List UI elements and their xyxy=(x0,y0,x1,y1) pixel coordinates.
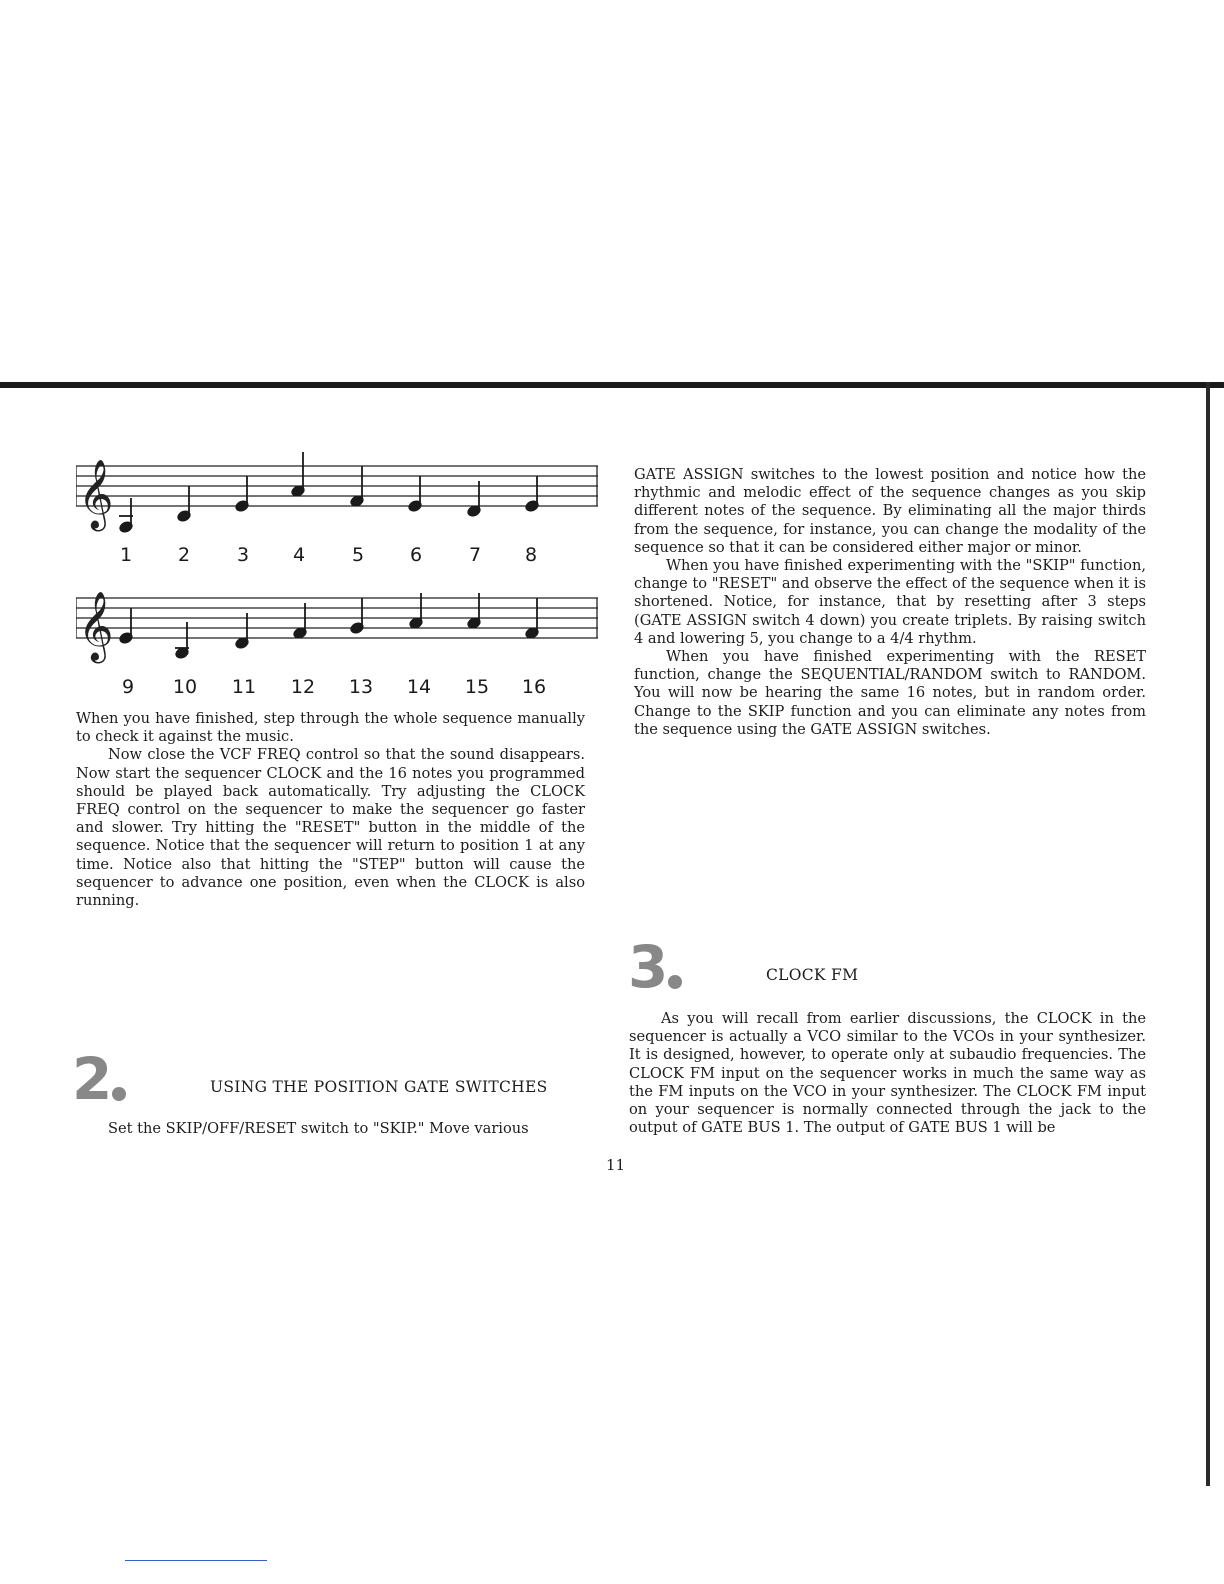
position-number: 16 xyxy=(521,676,547,698)
section-3-number xyxy=(628,933,682,1001)
position-number: 1 xyxy=(119,544,133,566)
page-number: 11 xyxy=(606,1156,626,1174)
position-number: 11 xyxy=(231,676,257,698)
position-number: 12 xyxy=(290,676,316,698)
section-2-number xyxy=(72,1045,126,1113)
section-2-body xyxy=(108,1120,588,1138)
position-number: 9 xyxy=(121,676,135,698)
paragraph: When you have finished experimenting with the RESET function, change the SEQUENTIAL/RANDOM switch to RANDOM. You will now be hearing the same 16 notes, but in random order. Change to the SKIP function and you can eliminate any notes from the sequence using the GATE ASSIGN switches. xyxy=(634,648,1146,738)
right-column xyxy=(634,466,1146,739)
position-number: 3 xyxy=(236,544,250,566)
bullet-dot-icon xyxy=(112,1087,126,1101)
treble-clef-icon: 𝄞 xyxy=(78,591,114,661)
section-number: 2 xyxy=(72,1045,111,1113)
position-number: 7 xyxy=(468,544,482,566)
bottom-rule xyxy=(125,1560,267,1561)
section-number: 3 xyxy=(628,933,667,1001)
paragraph: Set the SKIP/OFF/RESET switch to "SKIP." Move various xyxy=(108,1120,529,1137)
left-column xyxy=(76,710,585,910)
staff-1-position-numbers xyxy=(76,544,598,568)
treble-clef-icon: 𝄞 xyxy=(78,459,114,529)
position-number: 8 xyxy=(524,544,538,566)
position-number: 14 xyxy=(406,676,432,698)
section-3-title: CLOCK FM xyxy=(766,966,859,984)
top-border xyxy=(0,382,1224,388)
paragraph: When you have finished experimenting with the "SKIP" function, change to "RESET" and observe the effect of the sequence when it is shortened. Notice, for instance, that by resetting after 3 steps (GATE ASSIGN switch 4 down) you create triplets. By raising switch 4 and lowering 5, you change to a 4/4 rhythm. xyxy=(634,557,1146,647)
paragraph: As you will recall from earlier discussions, the CLOCK in the sequencer is actually a VCO similar to the VCOs in your synthesizer. It is designed, however, to operate only at subaudio frequencies. The CLOCK FM input on the sequencer works in much the same way as the FM inputs on the VCO in your synthesizer. The CLOCK FM input on your sequencer is normally connected through the jack to the output of GATE BUS 1. The output of GATE BUS 1 will be xyxy=(629,1010,1146,1137)
position-number: 10 xyxy=(172,676,198,698)
section-2-title: USING THE POSITION GATE SWITCHES xyxy=(210,1078,548,1096)
position-number: 5 xyxy=(351,544,365,566)
page-right-edge xyxy=(1206,382,1210,1486)
position-number: 4 xyxy=(292,544,306,566)
position-number: 15 xyxy=(464,676,490,698)
section-3-body xyxy=(629,1010,1146,1137)
position-number: 6 xyxy=(409,544,423,566)
paragraph: When you have finished, step through the whole sequence manually to check it against the music. xyxy=(76,710,585,746)
paragraph: GATE ASSIGN switches to the lowest position and notice how the rhythmic and melodic effect of the sequence changes as you skip different notes of the sequence. By eliminating all the major thirds from the sequence, for instance, you can change the modality of the sequence so that it can be considered either major or minor. xyxy=(634,466,1146,556)
position-number: 13 xyxy=(348,676,374,698)
paragraph: Now close the VCF FREQ control so that the sound disappears. Now start the sequencer CLOCK and the 16 notes you programmed should be played back automatically. Try adjusting the CLOCK FREQ control on the sequencer to make the sequencer go faster and slower. Try hitting the "RESET" button in the middle of the sequence. Notice that the sequencer will return to position 1 at any time. Notice also that hitting the "STEP" button will cause the sequencer to advance one position, even when the CLOCK is also running. xyxy=(76,746,585,910)
bullet-dot-icon xyxy=(668,975,682,989)
position-number: 2 xyxy=(177,544,191,566)
staff-2-position-numbers xyxy=(76,676,598,700)
